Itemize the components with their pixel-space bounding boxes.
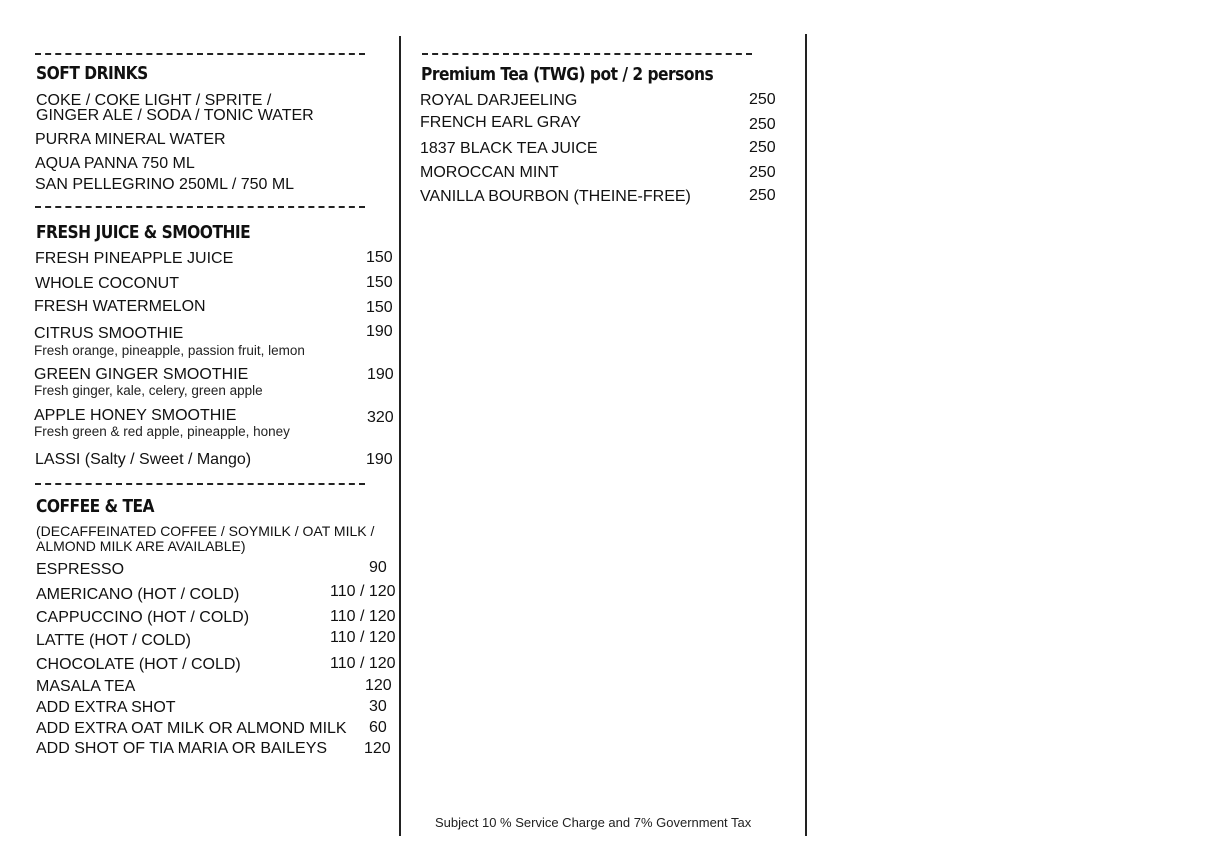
menu-item-description: Fresh green & red apple, pineapple, honey <box>34 424 290 439</box>
menu-item-name: AQUA PANNA 750 ML <box>35 155 195 172</box>
menu-item-name: GREEN GINGER SMOOTHIE <box>34 366 249 383</box>
menu-item-name-line: COKE / COKE LIGHT / SPRITE / <box>36 92 272 109</box>
menu-item-price: 250 <box>749 187 776 204</box>
section-divider <box>35 483 365 485</box>
section-title: COFFEE & TEA <box>36 496 155 517</box>
menu-item-name: CITRUS SMOOTHIE <box>34 325 184 342</box>
menu-item-name: CHOCOLATE (HOT / COLD) <box>36 656 241 673</box>
menu-item-price: 60 <box>369 719 387 736</box>
menu-item-name: ESPRESSO <box>36 561 125 578</box>
section-divider <box>422 53 752 55</box>
menu-item-price: 190 <box>367 366 394 383</box>
menu-item-price: 150 <box>366 274 393 291</box>
section-title: Premium Tea (TWG) pot / 2 persons <box>421 64 714 85</box>
menu-item-name: ADD EXTRA SHOT <box>36 699 176 716</box>
menu-item-price: 150 <box>366 249 393 266</box>
menu-item-description: Fresh orange, pineapple, passion fruit, lemon <box>34 343 305 358</box>
menu-item-name: ADD EXTRA OAT MILK OR ALMOND MILK <box>36 720 347 737</box>
menu-item-name: AMERICANO (HOT / COLD) <box>36 586 240 603</box>
menu-item-price: 190 <box>366 451 393 468</box>
section-divider <box>35 53 365 55</box>
coffee-note-line: (DECAFFEINATED COFFEE / SOYMILK / OAT MILK / <box>36 523 375 539</box>
menu-item-price: 320 <box>367 409 394 426</box>
menu-item-name: FRENCH EARL GRAY <box>420 114 581 131</box>
menu-item-name: PURRA MINERAL WATER <box>35 131 226 148</box>
menu-item-price: 190 <box>366 323 393 340</box>
menu-item-price: 120 <box>365 677 392 694</box>
section-title: FRESH JUICE & SMOOTHIE <box>36 222 251 243</box>
section-divider <box>35 206 365 208</box>
menu-item-price: 150 <box>366 299 393 316</box>
left-menu-column <box>0 0 400 861</box>
menu-item-description: Fresh ginger, kale, celery, green apple <box>34 383 263 398</box>
menu-item-name: SAN PELLEGRINO 250ML / 750 ML <box>35 176 295 193</box>
menu-item-price: 30 <box>369 698 387 715</box>
menu-item-name <box>36 94 314 123</box>
menu-item-price: 120 <box>364 740 391 757</box>
coffee-note <box>36 524 374 554</box>
menu-item-name-line: GINGER ALE / SODA / TONIC WATER <box>36 106 314 124</box>
menu-item-price: 250 <box>749 164 776 181</box>
service-charge-note: Subject 10 % Service Charge and 7% Government Tax <box>435 815 752 830</box>
menu-item-name: ROYAL DARJEELING <box>420 92 578 109</box>
menu-item-name: LATTE (HOT / COLD) <box>36 632 191 649</box>
menu-item-name: FRESH PINEAPPLE JUICE <box>35 250 234 267</box>
menu-item-name: VANILLA BOURBON (THEINE-FREE) <box>420 188 691 205</box>
section-title: SOFT DRINKS <box>36 63 148 84</box>
menu-item-price: 110 / 120 <box>330 583 396 600</box>
menu-item-name: MOROCCAN MINT <box>420 164 559 181</box>
menu-item-price: 110 / 120 <box>330 608 396 625</box>
coffee-note-line: ALMOND MILK ARE AVAILABLE) <box>36 538 246 554</box>
menu-item-name: ADD SHOT OF TIA MARIA OR BAILEYS <box>36 740 328 757</box>
menu-item-price: 250 <box>749 116 776 133</box>
menu-item-name: LASSI (Salty / Sweet / Mango) <box>35 451 252 468</box>
right-menu-column <box>401 0 807 861</box>
menu-item-name: FRESH WATERMELON <box>34 298 206 315</box>
menu-item-name: 1837 BLACK TEA JUICE <box>420 140 598 157</box>
menu-item-price: 250 <box>749 139 776 156</box>
menu-item-name: CAPPUCCINO (HOT / COLD) <box>36 609 250 626</box>
menu-item-name: WHOLE COCONUT <box>35 275 179 292</box>
menu-item-price: 250 <box>749 91 776 108</box>
menu-item-price: 110 / 120 <box>330 655 396 672</box>
menu-item-name: MASALA TEA <box>36 678 136 695</box>
menu-item-price: 90 <box>369 559 387 576</box>
menu-item-price: 110 / 120 <box>330 629 396 646</box>
menu-item-name: APPLE HONEY SMOOTHIE <box>34 407 237 424</box>
